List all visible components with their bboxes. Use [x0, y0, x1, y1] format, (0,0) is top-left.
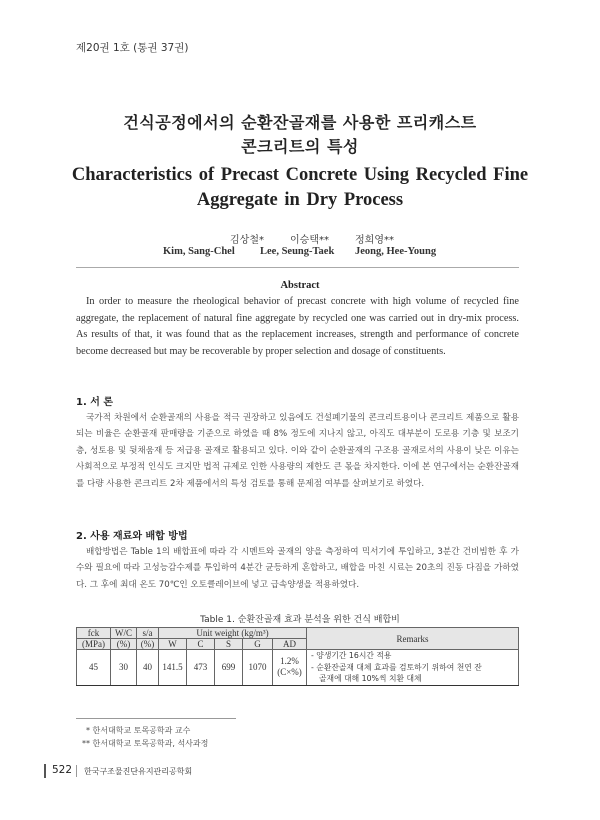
s-subheader: S — [215, 639, 243, 650]
author-3-english: Jeong, Hee-Young — [355, 246, 437, 257]
c-subheader: C — [187, 639, 215, 650]
ad-unit: (C×%) — [277, 667, 302, 678]
wc-unit-header: (%) — [111, 639, 137, 650]
table-caption: Table 1. 순환잔골재 효과 분석을 위한 건식 배합비 — [200, 615, 400, 625]
w-subheader: W — [159, 639, 187, 650]
abstract-heading: Abstract — [280, 280, 320, 291]
author-1-english: Kim, Sang-Chel — [163, 246, 235, 257]
journal-name: 한국구조물진단유지관리공학회 — [84, 767, 193, 776]
g-subheader: G — [243, 639, 273, 650]
author-2-english: Lee, Seung-Taek — [260, 246, 335, 257]
wc-header: W/C — [111, 628, 137, 639]
fck-cell: 45 — [77, 650, 111, 686]
remarks-line-1: - 양생기간 16시간 적용 — [311, 651, 392, 660]
footnote-2: ** 한서대학교 토목공학과, 석사과정 — [82, 739, 209, 748]
page-number: 522 — [52, 764, 73, 776]
sa-unit-header: (%) — [137, 639, 159, 650]
fck-header: fck — [77, 628, 111, 639]
remarks-line-3: 골재에 대해 10%씩 치환 대체 — [319, 674, 422, 683]
sa-header: s/a — [137, 628, 159, 639]
wc-cell: 30 — [111, 650, 137, 686]
abstract-text: In order to measure the rheological behavior of precast concrete with high volume of recycled fine aggregate, the replacement of natural fine aggregate by recycled one was carried out in dry-mix process. As results of that, it was found that as the replacement increases, strength and performance of concrete become decreased but may be recoverable by proper selection and dosage of constituents. — [76, 296, 519, 357]
section-2-body: 배합방법은 Table 1의 배합표에 따라 각 시멘트와 골재의 양을 측정하여 믹서기에 투입하고, 3분간 건비빔한 후 가수와 필요에 따라 고성능감수제를 투입하여 4분간 균등하게 혼합하고, 배합을 마친 시료는 20초의 진동 다짐을 가하였다. 그 후에 최대 온도 70℃인 오토클레이브에 넣고 급속양생을 적용하였다. — [76, 547, 519, 590]
w-cell: 141.5 — [159, 650, 187, 686]
english-title-line-2: Aggregate in Dry Process — [196, 190, 404, 210]
page-number-bar — [44, 764, 46, 778]
section-2-heading: 2. 사용 재료와 배합 방법 — [76, 531, 188, 542]
remarks-cell — [307, 650, 519, 686]
footnote-1: * 한서대학교 토목공학과 교수 — [86, 726, 191, 735]
sa-cell: 40 — [137, 650, 159, 686]
remarks-line-2: - 순환잔골재 대체 효과를 검토하기 위하여 천연 잔 — [311, 662, 482, 672]
author-2-korean: 이승택** — [290, 235, 329, 246]
unit-weight-header: Unit weight (kg/m³) — [159, 628, 307, 639]
author-3-korean: 정희영** — [355, 235, 394, 246]
journal-volume-header: 제20권 1호 (통권 37권) — [76, 42, 189, 54]
g-cell: 1070 — [243, 650, 273, 686]
mix-proportion-table — [76, 627, 519, 686]
author-1-korean: 김상철* — [230, 235, 264, 246]
section-1-heading: 1. 서 론 — [76, 397, 114, 408]
fck-unit-header: (MPa) — [77, 639, 111, 650]
footer-separator — [76, 765, 77, 777]
english-title-line-1: Characteristics of Precast Concrete Using Recycled Fine — [71, 165, 529, 185]
section-1-body: 국가적 차원에서 순환골재의 사용을 적극 권장하고 있음에도 건설폐기물의 콘크리트용이나 콘크리트 제품으로 활용되는 비율은 순환골재 판매량을 기준으로 하였을 때 8% 정도에 지나지 않고, 아직도 대부분이 도로용 기층 및 보조기층, 성토용 및 뒷채움재 등 저급용 골재로 활용되고 있다. 이와 같이 순환골재의 구조용 골재로서의 사용이 낮은 이유는 사회적으로 부정적 인식도 크지만 법적 규제로 인한 사용량의 제한도 큰 몫을 차지한다. 이에 본 연구에서는 순환잔골재를 다량 사용한 콘크리트 2차 제품에서의 특성 검토를 통해 문제점 여부를 살펴보기로 하였다. — [76, 413, 519, 489]
table-row — [77, 650, 519, 686]
footnote-divider — [76, 718, 236, 719]
ad-subheader: AD — [273, 639, 307, 650]
c-cell: 473 — [187, 650, 215, 686]
ad-cell — [273, 650, 307, 686]
s-cell: 699 — [215, 650, 243, 686]
abstract-divider-line — [76, 267, 519, 268]
korean-title-line-1: 건식공정에서의 순환잔골재를 사용한 프리캐스트 — [123, 113, 477, 132]
ad-value: 1.2% — [280, 656, 299, 667]
korean-title-line-2: 콘크리트의 특성 — [241, 137, 359, 156]
remarks-header: Remarks — [307, 628, 519, 650]
